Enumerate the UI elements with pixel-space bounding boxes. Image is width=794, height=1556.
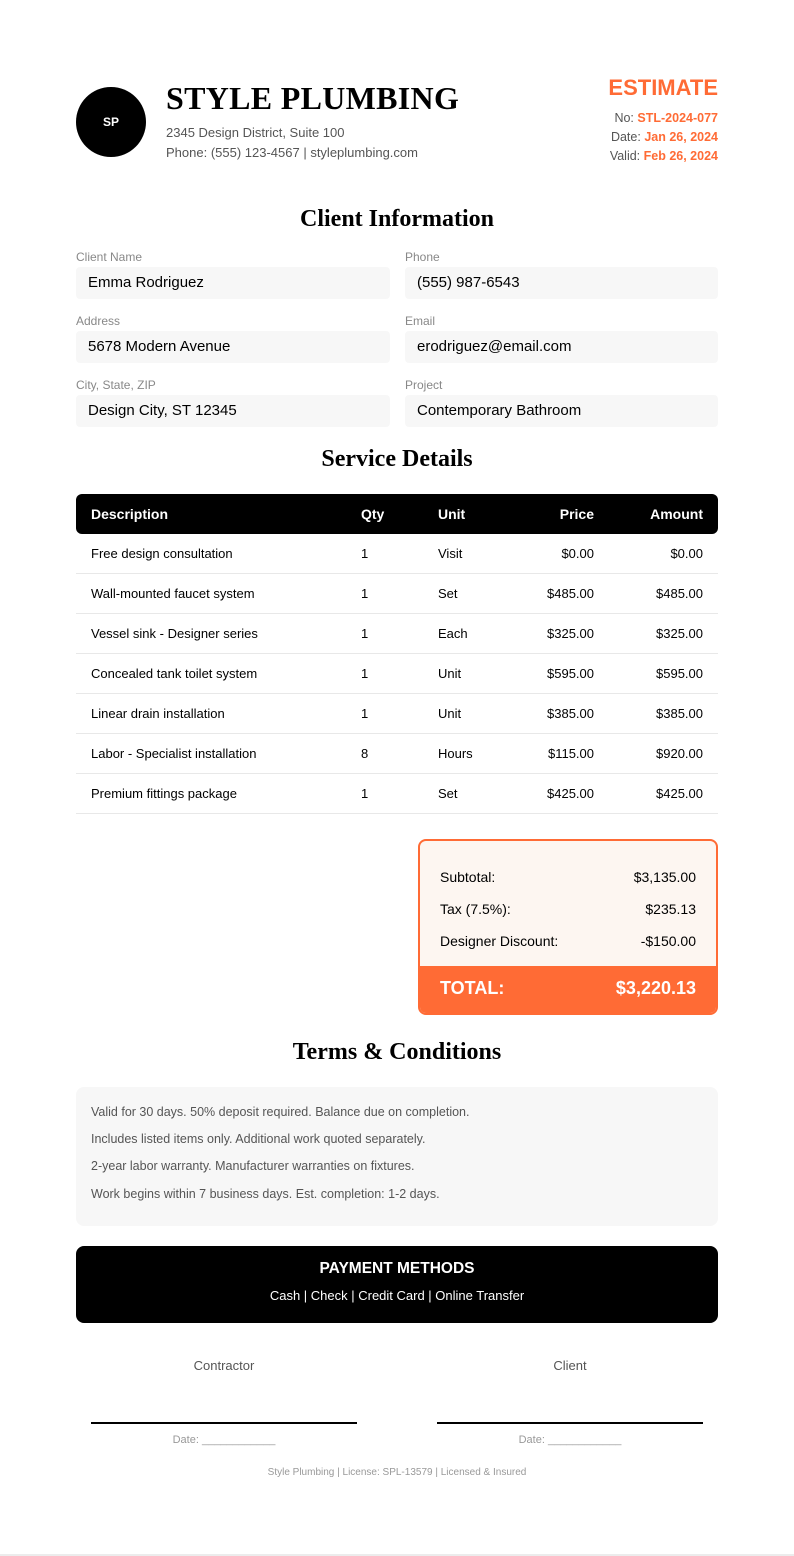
email-field[interactable]: erodriguez@email.com (405, 331, 718, 363)
table-row (76, 614, 718, 654)
cell-unit: Set (438, 586, 458, 601)
term-item: Includes listed items only. Additional work quoted separately. (91, 1132, 426, 1146)
estimate-number-value: STL-2024-077 (637, 111, 718, 125)
payment-methods-title: PAYMENT METHODS (319, 1260, 475, 1277)
payment-methods-banner (76, 1246, 718, 1323)
email-label: Email (405, 314, 436, 328)
company-logo (76, 87, 146, 157)
terms-box (76, 1087, 718, 1226)
cell-amount: $325.00 (656, 626, 703, 641)
estimate-valid-value: Feb 26, 2024 (643, 149, 718, 163)
term-item: Work begins within 7 business days. Est. completion: 1-2 days. (91, 1187, 440, 1201)
cell-unit: Set (438, 786, 458, 801)
estimate-number-label: No: (614, 111, 634, 125)
cell-price: $595.00 (547, 666, 594, 681)
cell-description: Vessel sink - Designer series (91, 626, 258, 641)
cell-unit: Each (438, 626, 468, 641)
contractor-signature-label: Contractor (193, 1358, 255, 1373)
cell-amount: $425.00 (656, 786, 703, 801)
cell-qty: 8 (361, 746, 369, 761)
term-item: Valid for 30 days. 50% deposit required. Balance due on completion. (91, 1105, 470, 1119)
footer-license: Style Plumbing | License: SPL-13579 | Licensed & Insured (267, 1467, 527, 1478)
project-field[interactable]: Contemporary Bathroom (405, 395, 718, 427)
phone-field[interactable]: (555) 987-6543 (405, 267, 718, 299)
cell-description: Concealed tank toilet system (91, 666, 258, 681)
cell-price: $115.00 (547, 746, 594, 761)
estimate-date-value: Jan 26, 2024 (644, 130, 718, 144)
column-header-price: Price (559, 506, 594, 522)
cell-amount: $485.00 (656, 586, 703, 601)
column-header-unit: Unit (438, 506, 466, 522)
cell-amount: $0.00 (670, 546, 703, 561)
address-field[interactable]: 5678 Modern Avenue (76, 331, 390, 363)
cell-unit: Unit (438, 706, 462, 721)
cell-qty: 1 (361, 786, 369, 801)
cell-amount: $595.00 (656, 666, 703, 681)
estimate-valid (610, 149, 718, 163)
table-row (76, 774, 718, 814)
estimate-date-label: Date: (610, 130, 641, 144)
tax-value: $235.13 (645, 901, 696, 917)
cell-qty: 1 (361, 706, 369, 721)
subtotal-row (440, 869, 696, 885)
cell-description: Free design consultation (91, 546, 233, 561)
tax-row (440, 901, 696, 917)
table-row (76, 654, 718, 694)
totals-box (418, 839, 718, 1015)
cell-description: Wall-mounted faucet system (91, 586, 255, 601)
cell-price: $385.00 (547, 706, 594, 721)
payment-methods-list: Cash | Check | Credit Card | Online Transfer (269, 1288, 525, 1303)
contractor-date[interactable]: Date: ____________ (172, 1434, 276, 1446)
cell-qty: 1 (361, 586, 369, 601)
cell-unit: Visit (438, 546, 463, 561)
company-name: STYLE PLUMBING (166, 80, 460, 116)
client-name-field[interactable]: Emma Rodriguez (76, 267, 390, 299)
client-name-label: Client Name (76, 250, 143, 264)
company-address: 2345 Design District, Suite 100 (166, 125, 345, 140)
estimate-date (611, 130, 718, 144)
table-row (76, 694, 718, 734)
contractor-signature-line[interactable] (91, 1422, 357, 1424)
address-label: Address (76, 314, 121, 328)
terms-title: Terms & Conditions (292, 1039, 502, 1065)
estimate-valid-label: Valid: (609, 149, 641, 163)
cell-unit: Unit (438, 666, 462, 681)
phone-label: Phone (405, 250, 440, 264)
cell-price: $325.00 (547, 626, 594, 641)
estimate-title: ESTIMATE (608, 75, 718, 100)
cell-qty: 1 (361, 666, 369, 681)
subtotal-value: $3,135.00 (633, 869, 696, 885)
table-header (76, 494, 718, 534)
total-label: TOTAL: (440, 978, 505, 998)
city-state-zip-label: City, State, ZIP (76, 378, 156, 392)
discount-label: Designer Discount: (440, 933, 559, 949)
cell-description: Linear drain installation (91, 706, 225, 721)
table-row (76, 574, 718, 614)
column-header-description: Description (91, 506, 169, 522)
cell-amount: $385.00 (656, 706, 703, 721)
table-row (76, 734, 718, 774)
client-info-title: Client Information (300, 206, 494, 232)
estimate-number (614, 111, 718, 125)
cell-unit: Hours (438, 746, 473, 761)
table-row (76, 534, 718, 574)
service-table (76, 494, 718, 814)
cell-price: $0.00 (561, 546, 594, 561)
discount-row (440, 933, 696, 949)
company-contact: Phone: (555) 123-4567 | styleplumbing.com (166, 145, 418, 160)
logo-initials: SP (102, 115, 119, 129)
service-details-title: Service Details (321, 446, 473, 472)
subtotal-label: Subtotal: (440, 869, 496, 885)
discount-value: -$150.00 (640, 933, 696, 949)
grand-total-row (420, 966, 716, 1013)
cell-description: Premium fittings package (91, 786, 237, 801)
cell-qty: 1 (361, 546, 369, 561)
project-label: Project (405, 378, 443, 392)
cell-amount: $920.00 (656, 746, 703, 761)
client-signature-line[interactable] (437, 1422, 703, 1424)
term-item: 2-year labor warranty. Manufacturer warranties on fixtures. (91, 1159, 415, 1173)
column-header-qty: Qty (361, 506, 385, 522)
cell-price: $425.00 (547, 786, 594, 801)
tax-label: Tax (7.5%): (440, 901, 511, 917)
client-signature-label: Client (553, 1358, 587, 1373)
total-value: $3,220.13 (615, 978, 696, 998)
city-state-zip-field[interactable]: Design City, ST 12345 (76, 395, 390, 427)
cell-description: Labor - Specialist installation (91, 746, 257, 761)
client-date[interactable]: Date: ____________ (518, 1434, 622, 1446)
cell-qty: 1 (361, 626, 369, 641)
column-header-amount: Amount (650, 506, 703, 522)
cell-price: $485.00 (547, 586, 594, 601)
